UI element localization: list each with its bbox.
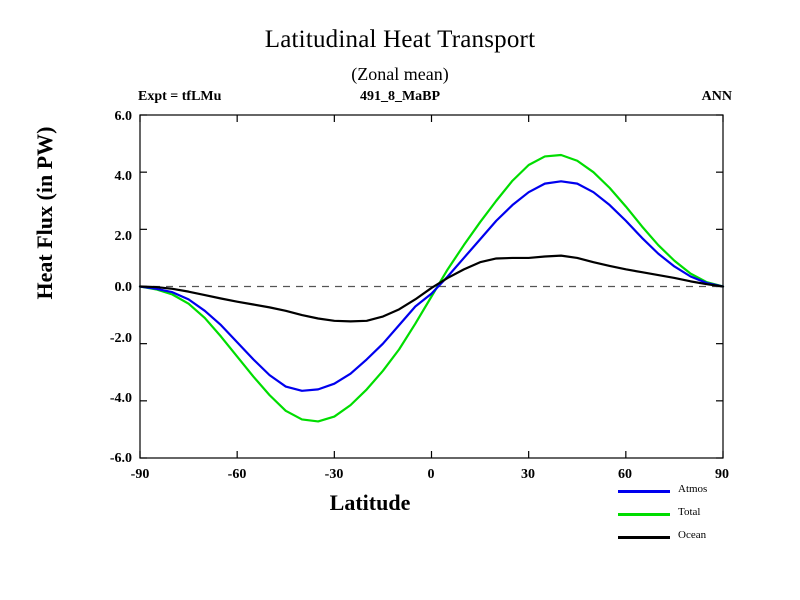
- y-tick-label: 6.0: [114, 109, 132, 124]
- run-label: 491_8_MaBP: [359, 89, 441, 104]
- x-tick-label: 60: [618, 467, 632, 482]
- period-label: ANN: [701, 89, 732, 104]
- legend-item-atmos: [618, 482, 778, 505]
- chart-title: Latitudinal Heat Transport: [264, 26, 536, 53]
- y-tick-label: -4.0: [109, 391, 132, 406]
- legend-swatch: [618, 536, 670, 539]
- legend-label: Atmos: [678, 483, 708, 495]
- x-tick-label: 90: [715, 467, 729, 482]
- legend-label: Total: [678, 506, 701, 518]
- x-tick-label: -90: [130, 467, 150, 482]
- y-tick-label: -6.0: [109, 451, 132, 466]
- x-tick-label: 30: [521, 467, 535, 482]
- y-tick-label: -2.0: [109, 331, 132, 346]
- legend-item-ocean: [618, 528, 778, 551]
- y-tick-label: 0.0: [114, 280, 132, 295]
- x-tick-label: -60: [227, 467, 247, 482]
- x-axis-label: Latitude: [329, 490, 411, 515]
- y-tick-label: 2.0: [114, 229, 132, 244]
- y-tick-label: 4.0: [114, 169, 132, 184]
- chart-subtitle: (Zonal mean): [351, 64, 449, 84]
- legend-swatch: [618, 490, 670, 493]
- series-line-ocean: [140, 256, 723, 322]
- data-series-group: [140, 155, 723, 421]
- x-tick-label: -30: [324, 467, 344, 482]
- x-tick-label: 0: [427, 467, 435, 482]
- y-axis-label: Heat Flux (in PW): [32, 126, 57, 300]
- legend-label: Ocean: [678, 529, 707, 541]
- legend: [618, 482, 778, 551]
- legend-swatch: [618, 513, 670, 516]
- legend-item-total: [618, 505, 778, 528]
- experiment-label: Expt = tfLMu: [138, 89, 222, 104]
